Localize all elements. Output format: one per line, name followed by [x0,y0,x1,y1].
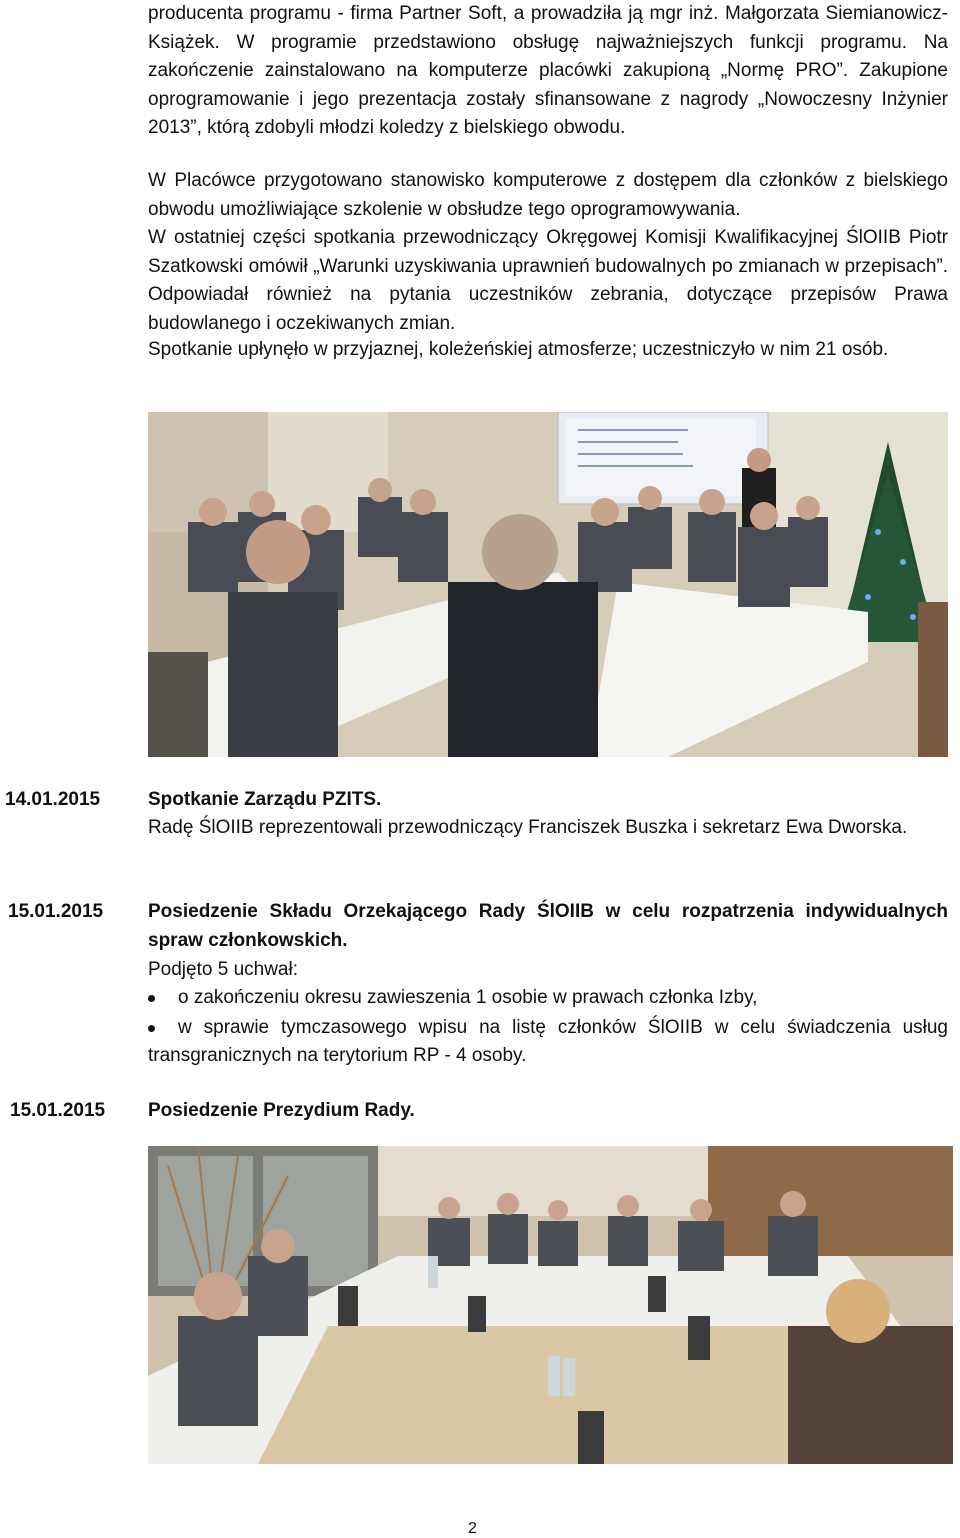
bullet-icon [148,1025,155,1032]
resolution-list [148,984,948,1071]
intro-paragraph [148,0,948,143]
event-title: Spotkanie Zarządu PZITS. [148,789,382,810]
presidium-photo-drawing [148,1146,953,1464]
presidium-photo [148,1146,953,1464]
atmosphere-paragraph: Spotkanie upłynęło w przyjaznej, koleżeńskiej atmosferze; uczestniczyło w nim 21 osób. [148,339,889,360]
page-number: 2 [468,1520,477,1537]
event-body: Radę ŚlOIIB reprezentowali przewodniczący Franciszek Buszka i sekretarz Ewa Dworska. [148,817,908,838]
last-part-paragraph: W ostatniej części spotkania przewodniczący Okręgowej Komisji Kwalifikacyjnej ŚlOIIB Piotr Szatkowski omówił „Warunki uzyskiwania uprawnień budowalnych po zmianach w przepisach”. Odpowiadał również na pytania uczestników zebrania, dotyczące przepisów Prawa budowlanego i oczekiwanych zmian. [148,227,948,334]
list-item-text: o zakończeniu okresu zawieszenia 1 osobie w prawach członka Izby, [178,987,758,1008]
workstation-paragraph: W Placówce przygotowano stanowisko komputerowe z dostępem dla członków z bielskiego obwodu umożliwiające szkolenie w obsłudze tego oprogramowywania. [148,170,948,220]
event-body: Podjęto 5 uchwał: [148,959,298,980]
event-title: Posiedzenie Prezydium Rady. [148,1100,415,1121]
event-date: 15.01.2015 [10,1100,106,1121]
list-item [148,1014,948,1071]
meeting-photo [148,412,948,757]
intro-text-part2: Zakupione oprogramowanie i jego prezentacja zostały sfinansowane z nagrody „Nowoczesny Inżynier 2013”, którą zdobyli młodzi koledzy z bielskiego obwodu. [148,60,948,138]
event-date: 14.01.2015 [5,789,101,810]
bullet-icon [148,995,155,1002]
meeting-photo-drawing [148,412,948,757]
event-date: 15.01.2015 [8,901,104,922]
event-title: Posiedzenie Składu Orzekającego Rady ŚlOIIB w celu rozpatrzenia indywidualnych spraw członkowskich. [148,901,948,951]
intro-text-part1: producenta programu - firma Partner Soft, a prowadziła ją mgr inż. Małgorzata Siemianowicz-Książek. W programie przedstawiono obsługę najważniejszych funkcji programu. Na zakończenie zainstalowano na komputerze placówki zakupioną „Normę PRO”. [148,3,948,81]
list-item-text: w sprawie tymczasowego wpisu na listę członków ŚlOIIB w celu świadczenia usług transgranicznych na terytorium RP - 4 osoby. [148,1016,948,1066]
list-item [148,984,948,1013]
